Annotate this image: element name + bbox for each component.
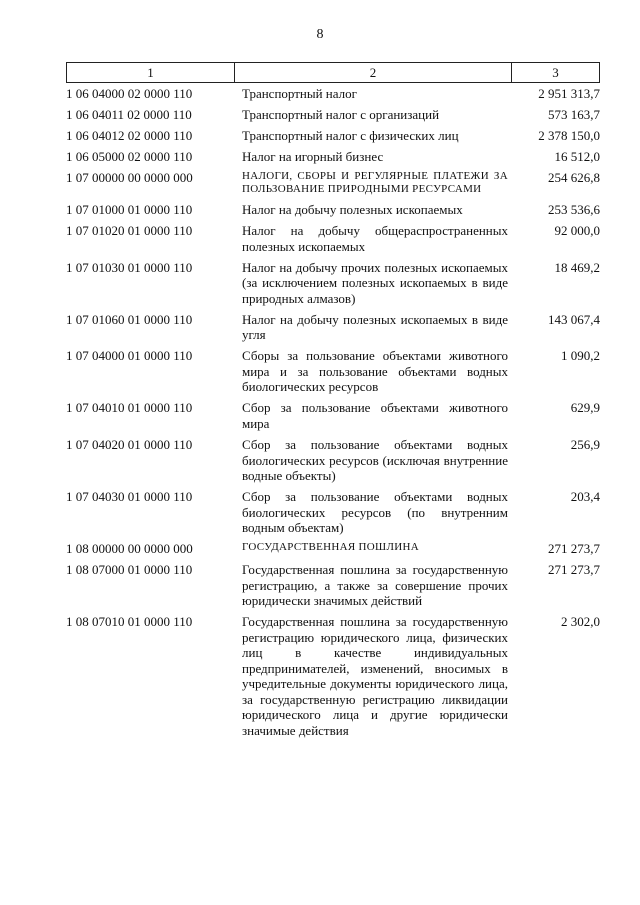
row-code: 1 08 00000 00 0000 000 [66, 541, 193, 557]
row-code: 1 07 01020 01 0000 110 [66, 223, 193, 239]
row-name: Транспортный налог [242, 86, 357, 101]
row-amount: 16 512,0 [554, 149, 600, 165]
row-amount: 203,4 [570, 489, 600, 505]
table-row [66, 489, 600, 536]
row-amount: 271 273,7 [548, 541, 600, 557]
row-amount: 271 273,7 [548, 562, 600, 578]
row-code: 1 07 04020 01 0000 110 [66, 437, 193, 453]
row-amount: 253 536,6 [548, 201, 600, 217]
row-code: 1 08 07010 01 0000 110 [66, 614, 193, 630]
table-row [66, 348, 600, 395]
row-name: ГОСУДАРСТВЕННАЯ ПОШЛИНА [242, 541, 419, 554]
row-code: 1 07 04000 01 0000 110 [66, 348, 193, 364]
row-name: Сбор за пользование объектами водных биологических ресурсов (по внутренним водным объектам) [242, 489, 508, 536]
column-header-code: 1 [67, 63, 235, 82]
row-name: Налог на добычу полезных ископаемых в виде угля [242, 311, 508, 343]
row-name: Сбор за пользование объектами водных биологических ресурсов (исключая внутренние водные объекты) [242, 437, 508, 484]
row-amount: 2 302,0 [561, 614, 600, 630]
row-name: Транспортный налог с физических лиц [242, 128, 459, 144]
row-name: НАЛОГИ, СБОРЫ И РЕГУЛЯРНЫЕ ПЛАТЕЖИ ЗА ПОЛЬЗОВАНИЕ ПРИРОДНЫМИ РЕСУРСАМИ [242, 170, 508, 196]
row-code: 1 07 04030 01 0000 110 [66, 489, 193, 505]
table-row [66, 312, 600, 343]
row-code: 1 06 05000 02 0000 110 [66, 149, 193, 165]
row-code: 1 07 01000 01 0000 110 [66, 201, 193, 217]
row-code: 1 07 00000 00 0000 000 [66, 170, 193, 186]
row-code: 1 07 01060 01 0000 110 [66, 311, 193, 327]
table-header [66, 62, 600, 83]
row-amount: 629,9 [570, 400, 600, 416]
row-name: Сборы за пользование объектами животного мира и за пользование объектами водных биологических ресурсов [242, 348, 508, 395]
table-row [66, 128, 600, 144]
row-code: 1 07 01030 01 0000 110 [66, 259, 193, 275]
column-header-amount: 3 [552, 64, 559, 80]
row-code: 1 08 07000 01 0000 110 [66, 562, 193, 578]
table-row [66, 541, 600, 557]
table-row [66, 260, 600, 307]
table-row [66, 223, 600, 254]
table-row [66, 400, 600, 431]
table-row [66, 562, 600, 609]
row-amount: 2 951 313,7 [538, 86, 600, 101]
row-amount: 143 067,4 [548, 311, 600, 327]
row-amount: 254 626,8 [548, 170, 600, 186]
table-row [66, 614, 600, 738]
row-amount: 92 000,0 [554, 223, 600, 239]
row-code: 1 06 04012 02 0000 110 [66, 128, 193, 144]
column-header-name: 2 [235, 63, 512, 82]
row-amount: 256,9 [570, 437, 600, 453]
row-amount: 18 469,2 [554, 259, 600, 275]
table-row [66, 170, 600, 196]
row-name: Налог на игорный бизнес [242, 149, 384, 165]
row-code: 1 06 04000 02 0000 110 [66, 86, 193, 101]
table-row [66, 86, 600, 102]
row-name: Налог на добычу прочих полезных ископаемых (за исключением полезных ископаемых в виде природных алмазов) [242, 259, 508, 306]
page-number: 8 [316, 27, 324, 42]
table-body [66, 86, 600, 744]
row-name: Налог на добычу полезных ископаемых [242, 201, 463, 217]
table-row [66, 437, 600, 484]
table-row [66, 202, 600, 218]
row-name: Сбор за пользование объектами животного мира [242, 400, 508, 431]
table-row [66, 149, 600, 165]
row-code: 1 07 04010 01 0000 110 [66, 400, 193, 416]
row-amount: 2 378 150,0 [538, 128, 600, 144]
row-name: Государственная пошлина за государственную регистрацию юридического лица, физических лиц в качестве индивидуальных предпринимателей, изменений, вносимых в учредительные документы юридического лица, за государственную регистрацию ликвидации юридического лица и другие юридически значимые действия [242, 614, 508, 738]
row-name: Государственная пошлина за государственную регистрацию, а также за совершение прочих юридически значимых действий [242, 562, 508, 609]
row-amount: 573 163,7 [548, 107, 600, 123]
row-code: 1 06 04011 02 0000 110 [66, 107, 192, 123]
row-name: Налог на добычу общераспространенных полезных ископаемых [242, 223, 508, 254]
table-row [66, 107, 600, 123]
row-name: Транспортный налог с организаций [242, 107, 440, 123]
row-amount: 1 090,2 [561, 348, 600, 364]
